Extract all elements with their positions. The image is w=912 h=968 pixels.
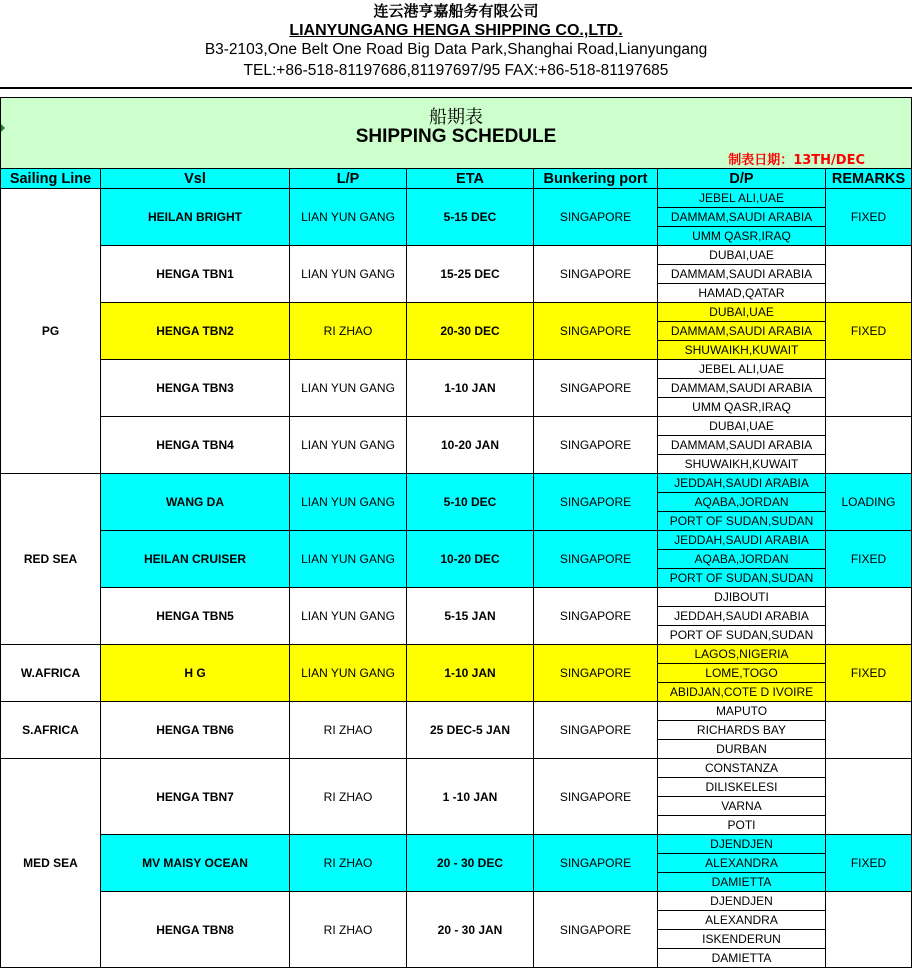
discharge-port-cell: DAMMAM,SAUDI ARABIA bbox=[658, 436, 826, 455]
loading-port-cell: LIAN YUN GANG bbox=[290, 474, 407, 531]
bunkering-port-cell: SINGAPORE bbox=[534, 474, 658, 531]
discharge-port-cell: CONSTANZA bbox=[658, 759, 826, 778]
remarks-cell bbox=[826, 417, 912, 474]
header-divider bbox=[0, 87, 912, 89]
column-header: Vsl bbox=[101, 169, 290, 189]
discharge-port-cell: DJIBOUTI bbox=[658, 588, 826, 607]
discharge-port-cell: PORT OF SUDAN,SUDAN bbox=[658, 626, 826, 645]
loading-port-cell: RI ZHAO bbox=[290, 892, 407, 968]
vessel-cell: H G bbox=[101, 645, 290, 702]
schedule-title-en: SHIPPING SCHEDULE bbox=[355, 126, 557, 147]
vessel-cell: HENGA TBN1 bbox=[101, 246, 290, 303]
eta-cell: 20-30 DEC bbox=[407, 303, 534, 360]
remarks-cell: LOADING bbox=[826, 474, 912, 531]
vessel-cell: HENGA TBN3 bbox=[101, 360, 290, 417]
loading-port-cell: LIAN YUN GANG bbox=[290, 588, 407, 645]
column-header: D/P bbox=[658, 169, 826, 189]
column-header: L/P bbox=[290, 169, 407, 189]
schedule-title-cn: 船期表 bbox=[429, 107, 483, 128]
vessel-cell: HEILAN BRIGHT bbox=[101, 189, 290, 246]
eta-cell: 1-10 JAN bbox=[407, 645, 534, 702]
remarks-cell: FIXED bbox=[826, 189, 912, 246]
remarks-cell bbox=[826, 892, 912, 968]
bunkering-port-cell: SINGAPORE bbox=[534, 189, 658, 246]
table-row bbox=[1, 702, 912, 721]
eta-cell: 5-15 JAN bbox=[407, 588, 534, 645]
vessel-cell: HENGA TBN4 bbox=[101, 417, 290, 474]
loading-port-cell: LIAN YUN GANG bbox=[290, 645, 407, 702]
remarks-cell: FIXED bbox=[826, 835, 912, 892]
loading-port-cell: LIAN YUN GANG bbox=[290, 531, 407, 588]
discharge-port-cell: DAMMAM,SAUDI ARABIA bbox=[658, 208, 826, 227]
table-row bbox=[1, 531, 912, 550]
sailing-line-cell: S.AFRICA bbox=[1, 702, 101, 759]
loading-port-cell: RI ZHAO bbox=[290, 702, 407, 759]
column-header: REMARKS bbox=[826, 169, 912, 189]
bunkering-port-cell: SINGAPORE bbox=[534, 246, 658, 303]
discharge-port-cell: HAMAD,QATAR bbox=[658, 284, 826, 303]
company-contact: TEL:+86-518-81197686,81197697/95 FAX:+86-518-81197685 bbox=[243, 62, 669, 79]
remarks-cell: FIXED bbox=[826, 531, 912, 588]
eta-cell: 10-20 DEC bbox=[407, 531, 534, 588]
bunkering-port-cell: SINGAPORE bbox=[534, 645, 658, 702]
loading-port-cell: RI ZHAO bbox=[290, 759, 407, 835]
discharge-port-cell: UMM QASR,IRAQ bbox=[658, 227, 826, 246]
bunkering-port-cell: SINGAPORE bbox=[534, 702, 658, 759]
bunkering-port-cell: SINGAPORE bbox=[534, 303, 658, 360]
vessel-cell: HEILAN CRUISER bbox=[101, 531, 290, 588]
schedule-body bbox=[1, 189, 912, 968]
bunkering-port-cell: SINGAPORE bbox=[534, 759, 658, 835]
discharge-port-cell: DUBAI,UAE bbox=[658, 417, 826, 436]
eta-cell: 25 DEC-5 JAN bbox=[407, 702, 534, 759]
loading-port-cell: LIAN YUN GANG bbox=[290, 246, 407, 303]
table-row bbox=[1, 588, 912, 607]
remarks-cell: FIXED bbox=[826, 645, 912, 702]
discharge-port-cell: DAMMAM,SAUDI ARABIA bbox=[658, 322, 826, 341]
remarks-cell: FIXED bbox=[826, 303, 912, 360]
eta-cell: 10-20 JAN bbox=[407, 417, 534, 474]
table-row bbox=[1, 417, 912, 436]
discharge-port-cell: RICHARDS BAY bbox=[658, 721, 826, 740]
discharge-port-cell: PORT OF SUDAN,SUDAN bbox=[658, 512, 826, 531]
discharge-port-cell: DAMMAM,SAUDI ARABIA bbox=[658, 265, 826, 284]
discharge-port-cell: ALEXANDRA bbox=[658, 854, 826, 873]
loading-port-cell: LIAN YUN GANG bbox=[290, 360, 407, 417]
vessel-cell: HENGA TBN5 bbox=[101, 588, 290, 645]
remarks-cell bbox=[826, 588, 912, 645]
column-header: Sailing Line bbox=[1, 169, 101, 189]
discharge-port-cell: AQABA,JORDAN bbox=[658, 493, 826, 512]
discharge-port-cell: VARNA bbox=[658, 797, 826, 816]
sailing-line-cell: MED SEA bbox=[1, 759, 101, 968]
bunkering-port-cell: SINGAPORE bbox=[534, 588, 658, 645]
discharge-port-cell: LOME,TOGO bbox=[658, 664, 826, 683]
discharge-port-cell: UMM QASR,IRAQ bbox=[658, 398, 826, 417]
table-row bbox=[1, 892, 912, 911]
column-header: Bunkering port bbox=[534, 169, 658, 189]
sailing-line-cell: W.AFRICA bbox=[1, 645, 101, 702]
remarks-cell bbox=[826, 360, 912, 417]
sailing-line-cell: RED SEA bbox=[1, 474, 101, 645]
discharge-port-cell: DURBAN bbox=[658, 740, 826, 759]
loading-port-cell: RI ZHAO bbox=[290, 303, 407, 360]
discharge-port-cell: SHUWAIKH,KUWAIT bbox=[658, 455, 826, 474]
discharge-port-cell: ISKENDERUN bbox=[658, 930, 826, 949]
eta-cell: 1-10 JAN bbox=[407, 360, 534, 417]
table-row bbox=[1, 360, 912, 379]
remarks-cell bbox=[826, 759, 912, 835]
eta-cell: 20 - 30 JAN bbox=[407, 892, 534, 968]
remarks-cell bbox=[826, 246, 912, 303]
vessel-cell: HENGA TBN6 bbox=[101, 702, 290, 759]
discharge-port-cell: DAMIETTA bbox=[658, 873, 826, 892]
discharge-port-cell: PORT OF SUDAN,SUDAN bbox=[658, 569, 826, 588]
discharge-port-cell: MAPUTO bbox=[658, 702, 826, 721]
table-row bbox=[1, 246, 912, 265]
discharge-port-cell: AQABA,JORDAN bbox=[658, 550, 826, 569]
eta-cell: 15-25 DEC bbox=[407, 246, 534, 303]
vessel-cell: WANG DA bbox=[101, 474, 290, 531]
table-row bbox=[1, 835, 912, 854]
discharge-port-cell: ALEXANDRA bbox=[658, 911, 826, 930]
schedule-table bbox=[0, 168, 912, 968]
table-row bbox=[1, 645, 912, 664]
table-header-row bbox=[1, 169, 912, 189]
discharge-port-cell: LAGOS,NIGERIA bbox=[658, 645, 826, 664]
sailing-line-cell: PG bbox=[1, 189, 101, 474]
bunkering-port-cell: SINGAPORE bbox=[534, 892, 658, 968]
discharge-port-cell: POTI bbox=[658, 816, 826, 835]
bunkering-port-cell: SINGAPORE bbox=[534, 531, 658, 588]
vessel-cell: HENGA TBN8 bbox=[101, 892, 290, 968]
company-name-cn: 连云港亨嘉船务有限公司 bbox=[373, 2, 539, 20]
discharge-port-cell: JEBEL ALI,UAE bbox=[658, 189, 826, 208]
discharge-port-cell: DJENDJEN bbox=[658, 892, 826, 911]
discharge-port-cell: DAMMAM,SAUDI ARABIA bbox=[658, 379, 826, 398]
company-address: B3-2103,One Belt One Road Big Data Park,Shanghai Road,Lianyungang bbox=[204, 41, 708, 58]
vessel-cell: MV MAISY OCEAN bbox=[101, 835, 290, 892]
company-header bbox=[0, 0, 912, 83]
bunkering-port-cell: SINGAPORE bbox=[534, 417, 658, 474]
loading-port-cell: LIAN YUN GANG bbox=[290, 417, 407, 474]
company-name-en: LIANYUNGANG HENGA SHIPPING CO.,LTD. bbox=[289, 22, 623, 39]
discharge-port-cell: DUBAI,UAE bbox=[658, 246, 826, 265]
discharge-port-cell: DUBAI,UAE bbox=[658, 303, 826, 322]
bunkering-port-cell: SINGAPORE bbox=[534, 835, 658, 892]
vessel-cell: HENGA TBN2 bbox=[101, 303, 290, 360]
discharge-port-cell: JEBEL ALI,UAE bbox=[658, 360, 826, 379]
column-header: ETA bbox=[407, 169, 534, 189]
eta-cell: 5-10 DEC bbox=[407, 474, 534, 531]
remarks-cell bbox=[826, 702, 912, 759]
table-row bbox=[1, 474, 912, 493]
discharge-port-cell: DILISKELESI bbox=[658, 778, 826, 797]
schedule-banner bbox=[0, 97, 912, 169]
bunkering-port-cell: SINGAPORE bbox=[534, 360, 658, 417]
vessel-cell: HENGA TBN7 bbox=[101, 759, 290, 835]
discharge-port-cell: DJENDJEN bbox=[658, 835, 826, 854]
eta-cell: 5-15 DEC bbox=[407, 189, 534, 246]
table-row bbox=[1, 759, 912, 778]
discharge-port-cell: JEDDAH,SAUDI ARABIA bbox=[658, 474, 826, 493]
discharge-port-cell: ABIDJAN,COTE D IVOIRE bbox=[658, 683, 826, 702]
eta-cell: 20 - 30 DEC bbox=[407, 835, 534, 892]
discharge-port-cell: JEDDAH,SAUDI ARABIA bbox=[658, 531, 826, 550]
table-row bbox=[1, 189, 912, 208]
discharge-port-cell: DAMIETTA bbox=[658, 949, 826, 968]
discharge-port-cell: JEDDAH,SAUDI ARABIA bbox=[658, 607, 826, 626]
table-row bbox=[1, 303, 912, 322]
discharge-port-cell: SHUWAIKH,KUWAIT bbox=[658, 341, 826, 360]
schedule-date: 制表日期：13TH/DEC bbox=[728, 153, 865, 168]
loading-port-cell: RI ZHAO bbox=[290, 835, 407, 892]
eta-cell: 1 -10 JAN bbox=[407, 759, 534, 835]
loading-port-cell: LIAN YUN GANG bbox=[290, 189, 407, 246]
